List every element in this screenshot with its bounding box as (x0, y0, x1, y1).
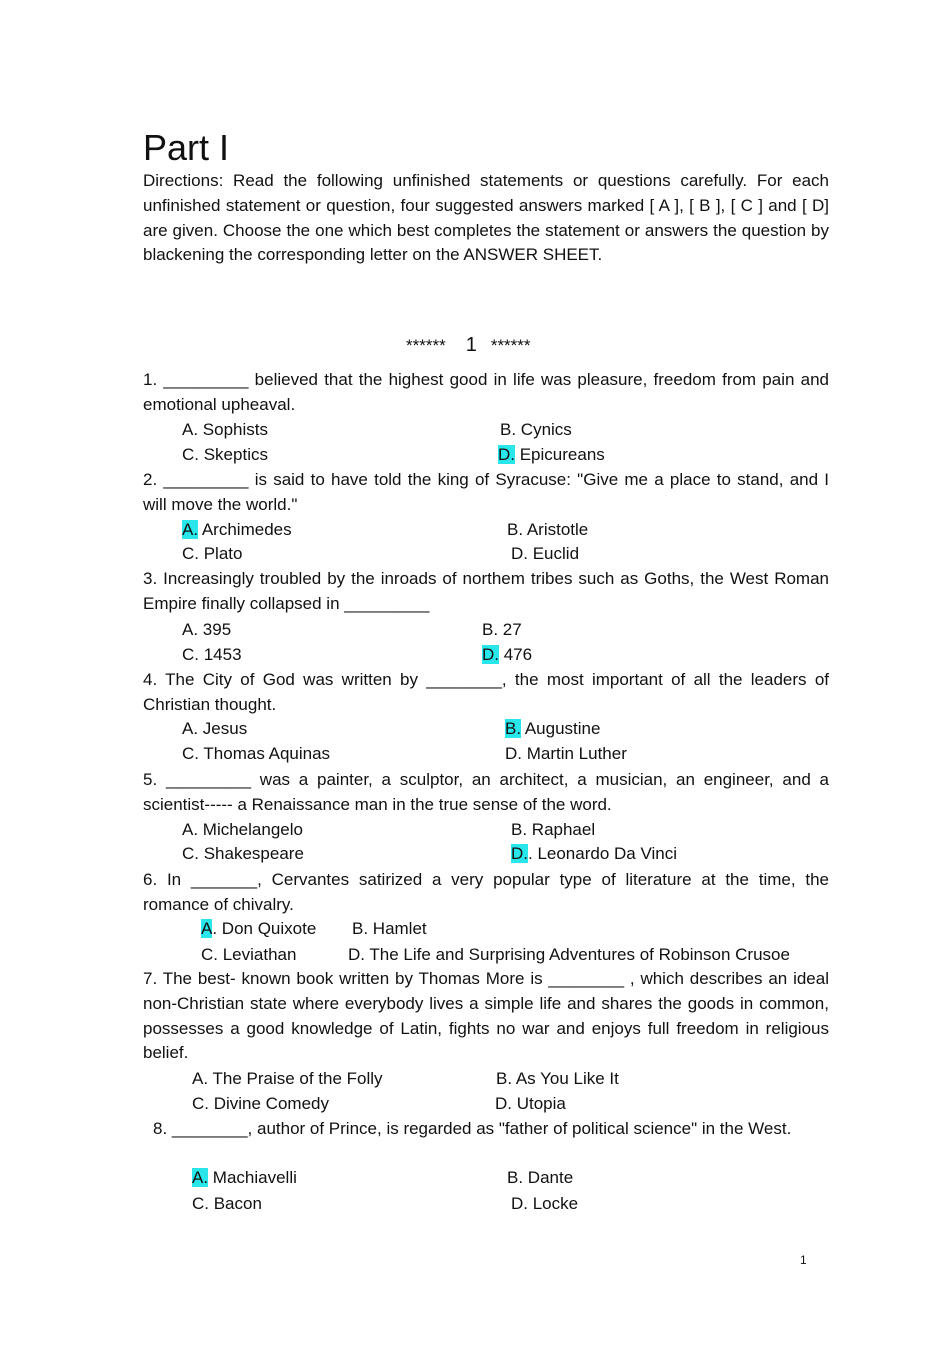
option-letter: C. (182, 744, 199, 763)
option-letter: B. (507, 520, 524, 539)
option-text: 27 (498, 620, 522, 639)
option-text: Plato (199, 544, 243, 563)
answer-highlight: D. (498, 445, 515, 464)
question-8-stem: 8. ________, author of Prince, is regarded as "father of political science" in the West. (153, 1119, 792, 1138)
option-text: Hamlet (368, 919, 427, 938)
question-8-option-c (192, 1192, 262, 1217)
option-letter: D. (495, 1094, 512, 1113)
question-2-stem: 2. _________ is said to have told the king of Syracuse: "Give me a place to stand, and I will move the world." (143, 470, 829, 514)
option-letter: A. (182, 420, 199, 439)
option-letter: C. (182, 844, 199, 863)
part-title: Part I (143, 127, 230, 168)
question-1-option-d (498, 443, 605, 468)
question-1-stem: 1. _________ believed that the highest good in life was pleasure, freedom from pain and emotional upheaval. (143, 370, 829, 414)
question-3-option-b (482, 618, 522, 643)
question-8-option-b (507, 1166, 573, 1191)
question-2-option-c (182, 542, 242, 567)
question-7-option-a (192, 1067, 383, 1092)
section-stars-left: ****** (406, 336, 446, 355)
option-letter: B. (511, 820, 528, 839)
option-text: Augustine (521, 719, 601, 738)
option-letter: C. (182, 645, 199, 664)
option-text: Bacon (209, 1194, 262, 1213)
question-4-option-c (182, 742, 330, 767)
option-letter: D. (511, 544, 528, 563)
question-4-option-d (505, 742, 627, 767)
question-2-option-b (507, 518, 588, 543)
option-letter: C. (192, 1194, 209, 1213)
option-letter: C. (192, 1094, 209, 1113)
section-stars-right: ****** (490, 336, 531, 355)
option-letter: A. (182, 719, 199, 738)
option-text: 395 (198, 620, 232, 639)
question-6-option-b (352, 917, 427, 942)
question-3-option-c (182, 643, 242, 668)
question-7-option-b (496, 1067, 619, 1092)
answer-highlight: B. (505, 719, 522, 738)
option-text: Archimedes (198, 520, 292, 539)
option-text: 476 (499, 645, 533, 664)
question-6-stem: 6. In _______, Cervantes satirized a very popular type of literature at the time, the romance of chivalry. (143, 870, 829, 914)
question-7-stem: 7. The best- known book written by Thomas More is ________ , which describes an ideal non-Christian state where everybody lives a simple life and shares the goods in common, possesses a good knowledge of Latin, fights no war and enjoys full freedom in religious belief. (143, 969, 829, 1063)
answer-highlight: A. (192, 1168, 209, 1187)
option-letter: C. (182, 445, 199, 464)
option-letter: B. (507, 1168, 524, 1187)
option-text: Locke (528, 1194, 579, 1213)
option-letter: B. (496, 1069, 513, 1088)
option-text: Cynics (516, 420, 572, 439)
question-2-option-d (511, 542, 579, 567)
option-letter: C. (201, 945, 218, 964)
question-1-option-a (182, 418, 268, 443)
option-letter: C. (182, 544, 199, 563)
option-text: Shakespeare (199, 844, 304, 863)
answer-highlight: D. (511, 844, 528, 863)
option-text: Aristotle (523, 520, 589, 539)
option-letter: D. (505, 744, 522, 763)
option-text: . Leonardo Da Vinci (528, 844, 678, 863)
question-3-stem: 3. Increasingly troubled by the inroads of northem tribes such as Goths, the West Roman Empire finally collapsed in _________ (143, 569, 829, 613)
question-5-option-b (511, 818, 595, 843)
question-4-stem: 4. The City of God was written by ________, the most important of all the leaders of Christian thought. (143, 670, 829, 714)
option-text: Machiavelli (208, 1168, 297, 1187)
option-text: Sophists (198, 420, 268, 439)
option-text: Martin Luther (522, 744, 627, 763)
option-letter: B. (352, 919, 369, 938)
option-letter: B. (500, 420, 517, 439)
question-1-option-c (182, 443, 268, 468)
question-6-option-a (201, 917, 316, 942)
option-text: The Life and Surprising Adventures of Robinson Crusoe (365, 945, 790, 964)
option-text: Michelangelo (198, 820, 303, 839)
section-number: 1 (465, 334, 477, 356)
option-text: Thomas Aquinas (199, 744, 331, 763)
option-text: Divine Comedy (209, 1094, 329, 1113)
section-marker (406, 333, 531, 358)
directions-text: Directions: Read the following unfinished statements or questions carefully. For each unfinished statement or question, four suggested answers marked [ A ], [ B ], [ C ] and [ D] are given. Choose the one which best completes the statement or answers the question by blackening the corresponding letter on the ANSWER SHEET. (143, 171, 829, 265)
question-8-option-d (511, 1192, 578, 1217)
question-6-option-c (201, 943, 296, 968)
question-3-option-d (482, 643, 532, 668)
option-text: Skeptics (199, 445, 268, 464)
question-5-option-c (182, 842, 304, 867)
answer-highlight: A (201, 919, 213, 938)
question-6-option-d (348, 943, 790, 968)
option-text: Dante (523, 1168, 574, 1187)
option-text: Jesus (198, 719, 248, 738)
question-2-option-a (182, 518, 292, 543)
answer-highlight: D. (482, 645, 499, 664)
question-4-option-a (182, 717, 247, 742)
option-text: 1453 (199, 645, 242, 664)
question-3-option-a (182, 618, 231, 643)
question-5-option-d (511, 842, 677, 867)
question-7-option-d (495, 1092, 566, 1117)
option-text: The Praise of the Folly (208, 1069, 383, 1088)
option-text: Raphael (527, 820, 596, 839)
option-letter: D. (348, 945, 365, 964)
option-letter: D. (511, 1194, 528, 1213)
page-number: 1 (800, 1253, 807, 1267)
question-8-option-a (192, 1166, 297, 1191)
answer-highlight: A. (182, 520, 199, 539)
option-letter: A. (182, 820, 199, 839)
question-5-stem: 5. _________ was a painter, a sculptor, an architect, a musician, an engineer, and a scientist----- a Renaissance man in the true sense of the word. (143, 770, 829, 814)
option-letter: A. (182, 620, 199, 639)
option-text: Euclid (528, 544, 580, 563)
option-letter: A. (192, 1069, 209, 1088)
question-4-option-b (505, 717, 600, 742)
option-text: . Don Quixote (212, 919, 317, 938)
option-text: Utopia (512, 1094, 566, 1113)
option-text: Epicureans (515, 445, 605, 464)
option-letter: B. (482, 620, 499, 639)
option-text: As You Like It (512, 1069, 619, 1088)
option-text: Leviathan (218, 945, 297, 964)
question-5-option-a (182, 818, 303, 843)
question-7-option-c (192, 1092, 329, 1117)
question-1-option-b (500, 418, 572, 443)
